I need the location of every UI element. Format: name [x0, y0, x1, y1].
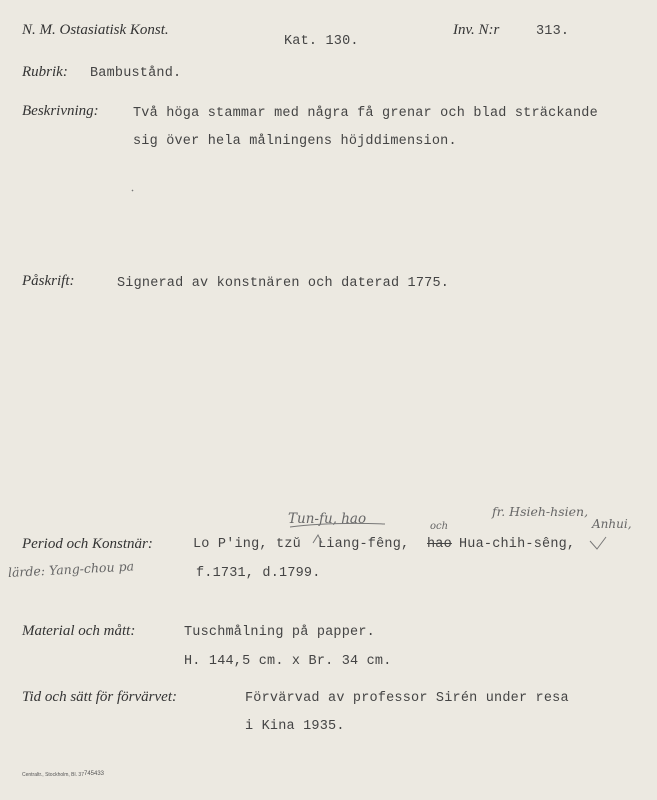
material-line-1: Tuschmålning på papper. [184, 625, 375, 640]
acquisition-label: Tid och sätt för förvärvet: [22, 689, 177, 705]
acquisition-line-1: Förvärvad av professor Sirén under resa [245, 691, 569, 706]
period-line-2: f.1731, d.1799. [196, 566, 321, 581]
insert-caret-1 [313, 535, 322, 543]
period-label: Period och Konstnär: [22, 536, 153, 552]
paskrift-label: Påskrift: [22, 273, 75, 289]
tzu-underline-stroke [290, 523, 385, 527]
handwritten-school-note: lärde: Yang-chou pa [7, 558, 135, 580]
beskrivning-line-1: Två höga stammar med några få grenar och blad sträckande [133, 106, 598, 121]
inventory-number: 313. [536, 24, 570, 39]
catalog-number: Kat. 130. [284, 34, 359, 49]
rubrik-value: Bambustånd. [90, 66, 182, 81]
period-struck-word: hao [427, 537, 452, 552]
material-line-2: H. 144,5 cm. x Br. 34 cm. [184, 654, 392, 669]
museum-name: N. M. Ostasiatisk Konst. [22, 22, 169, 38]
handwritten-origin-note: fr. Hsieh-hsien, [492, 504, 589, 519]
rubrik-label: Rubrik: [22, 64, 68, 80]
form-number: 745433 [84, 771, 105, 777]
paskrift-value: Signerad av konstnären och daterad 1775. [117, 276, 450, 291]
beskrivning-label: Beskrivning: [22, 103, 99, 119]
handwritten-province-note: Anhui, [592, 517, 632, 531]
handwritten-tzu-note: Tun-fu, hao [288, 511, 367, 527]
material-label: Material och mått: [22, 623, 136, 639]
printer-imprint: Centraltr., Stockholm, Bl. 37 [22, 772, 84, 778]
inventory-label: Inv. N:r [453, 22, 500, 38]
acquisition-line-2: i Kina 1935. [245, 719, 345, 734]
insert-caret-2 [590, 537, 606, 549]
period-line-1-c: Hua-chih-sêng, [459, 537, 576, 552]
beskrivning-line-2: sig över hela målningens höjddimension. [133, 134, 457, 149]
period-line-1-b: Liang-fêng, [318, 537, 410, 552]
period-line-1-a: Lo P'ing, tzŭ [193, 537, 301, 552]
stray-dot [132, 190, 133, 191]
handwritten-och: och [430, 521, 449, 532]
